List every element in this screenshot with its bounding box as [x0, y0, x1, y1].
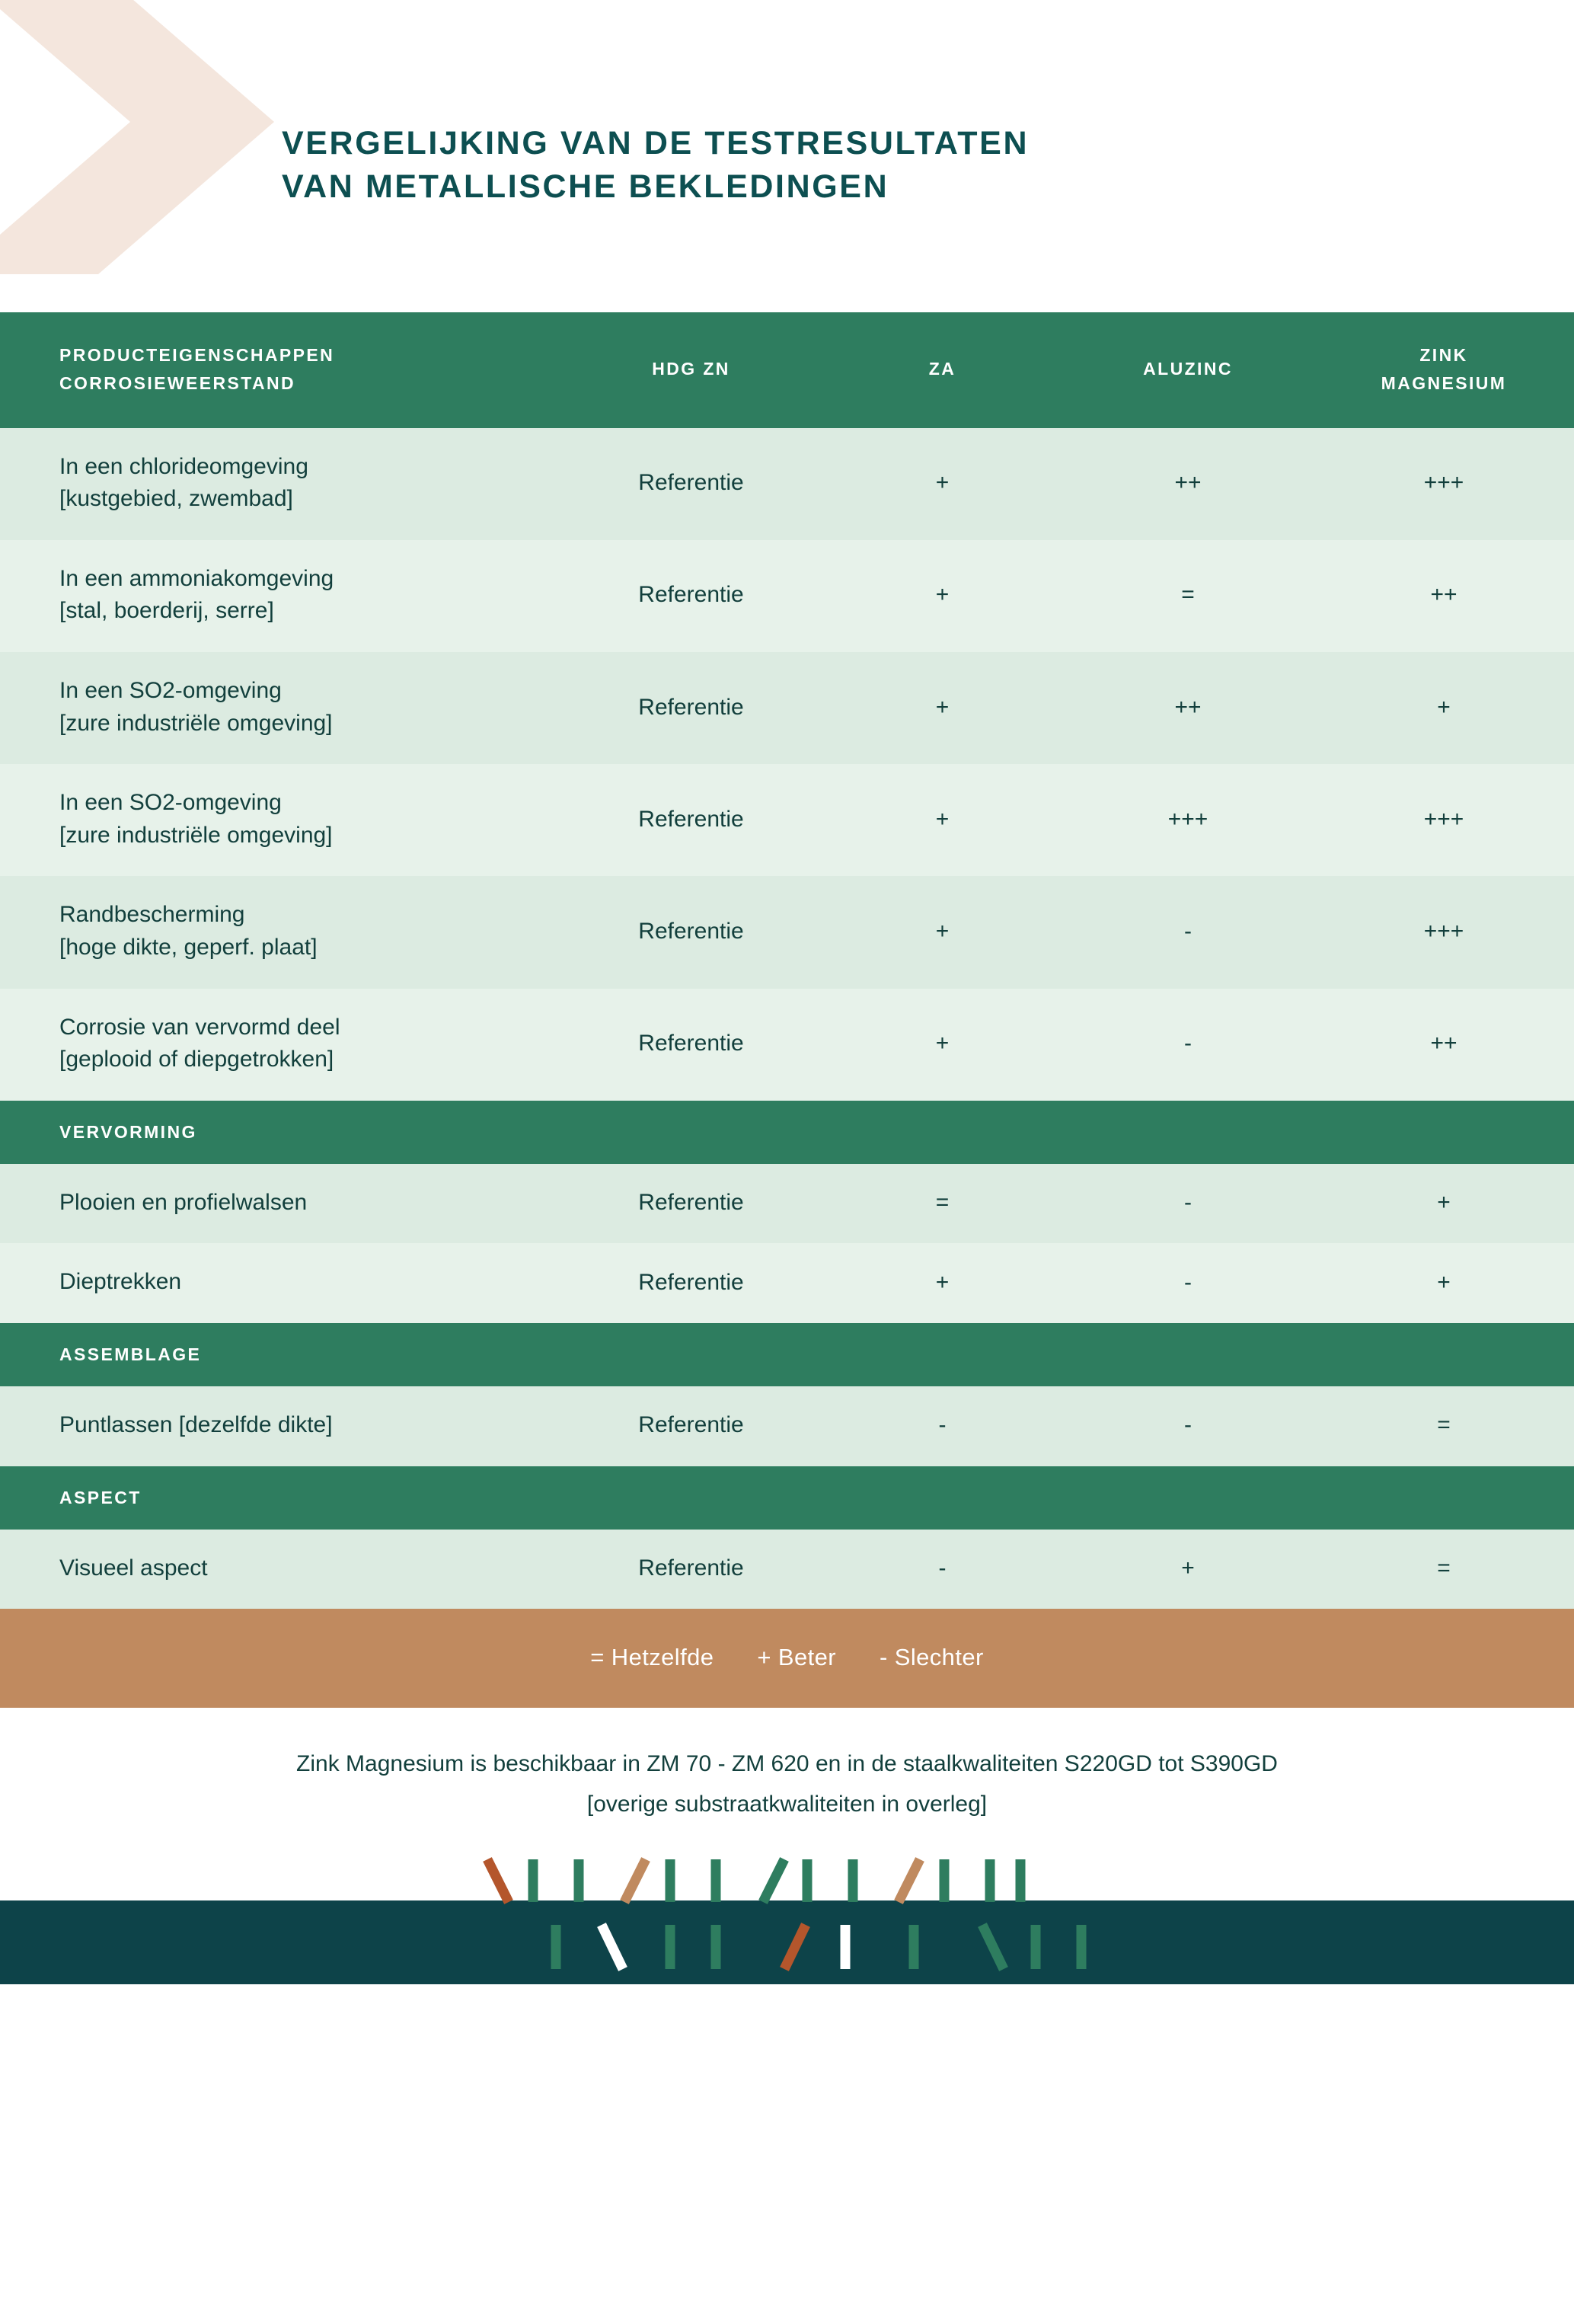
table-row — [0, 1530, 1574, 1610]
table-row — [0, 989, 1574, 1101]
cell-hdg-zn: Referentie — [560, 652, 822, 764]
section-header-label: ASPECT — [0, 1466, 1574, 1530]
cell-hdg-zn: Referentie — [560, 428, 822, 540]
column-header-properties — [0, 312, 560, 428]
cell-hdg-zn: Referentie — [560, 1386, 822, 1466]
row-label-line-2: [kustgebied, zwembad] — [59, 486, 293, 512]
cell-za: - — [822, 1530, 1062, 1610]
column-header-aluzinc: ALUZINC — [1062, 312, 1314, 428]
column-header-properties-line-1: PRODUCTEIGENSCHAPPEN — [59, 345, 335, 365]
cell-zink-magnesium: +++ — [1314, 428, 1574, 540]
section-header-vervorming — [0, 1101, 1574, 1164]
cell-aluzinc: - — [1062, 1386, 1314, 1466]
cell-aluzinc: - — [1062, 876, 1314, 988]
row-label-line-1: In een SO2-omgeving — [59, 790, 282, 816]
cell-zink-magnesium: = — [1314, 1530, 1574, 1610]
page-footer — [0, 1855, 1574, 1984]
legend-item-same: = Hetzelfde — [590, 1644, 714, 1671]
cell-zink-magnesium: +++ — [1314, 764, 1574, 876]
cell-aluzinc: ++ — [1062, 652, 1314, 764]
cell-hdg-zn: Referentie — [560, 1243, 822, 1323]
row-label-line-2: [zure industriële omgeving] — [59, 822, 333, 848]
column-header-hdg-zn: HDG ZN — [560, 312, 822, 428]
table-row — [0, 764, 1574, 876]
row-label — [0, 764, 560, 876]
cell-zink-magnesium: ++ — [1314, 540, 1574, 652]
table-row — [0, 1243, 1574, 1323]
row-label-line-2: [hoge dikte, geperf. plaat] — [59, 934, 318, 960]
table-row — [0, 652, 1574, 764]
cell-aluzinc: - — [1062, 1243, 1314, 1323]
cell-za: + — [822, 428, 1062, 540]
cell-aluzinc: ++ — [1062, 428, 1314, 540]
section-header-assemblage — [0, 1323, 1574, 1386]
cell-za: + — [822, 764, 1062, 876]
cell-hdg-zn: Referentie — [560, 540, 822, 652]
table-row — [0, 876, 1574, 988]
footnote — [0, 1708, 1574, 1855]
page-title-line-1: VERGELIJKING VAN DE TESTRESULTATEN — [282, 125, 1030, 161]
footnote-line-1: Zink Magnesium is beschikbaar in ZM 70 - ZM 620 en in de staalkwaliteiten S220GD tot S390GD — [296, 1751, 1278, 1777]
cell-aluzinc: - — [1062, 1164, 1314, 1244]
column-header-properties-line-2: CORROSIEWEERSTAND — [59, 372, 295, 393]
row-label — [0, 1386, 560, 1466]
cell-aluzinc: + — [1062, 1530, 1314, 1610]
row-label-line-1: In een SO2-omgeving — [59, 677, 282, 703]
cell-za: = — [822, 1164, 1062, 1244]
cell-hdg-zn: Referentie — [560, 1530, 822, 1610]
row-label-line-1: Dieptrekken — [59, 1269, 182, 1295]
cell-zink-magnesium: ++ — [1314, 989, 1574, 1101]
cell-za: - — [822, 1386, 1062, 1466]
comparison-table — [0, 312, 1574, 1609]
cell-hdg-zn: Referentie — [560, 989, 822, 1101]
column-header-zink-magnesium-line-1: ZINK — [1419, 345, 1468, 365]
cell-za: + — [822, 1243, 1062, 1323]
section-header-label: ASSEMBLAGE — [0, 1323, 1574, 1386]
page-header — [0, 0, 1574, 312]
cell-aluzinc: +++ — [1062, 764, 1314, 876]
cell-zink-magnesium: + — [1314, 652, 1574, 764]
column-header-zink-magnesium-line-2: MAGNESIUM — [1381, 372, 1507, 393]
legend-bar — [0, 1609, 1574, 1708]
row-label — [0, 1530, 560, 1610]
row-label — [0, 876, 560, 988]
page-title — [282, 122, 1029, 209]
row-label-line-1: In een chlorideomgeving — [59, 453, 308, 479]
row-label — [0, 428, 560, 540]
row-label-line-1: Corrosie van vervormd deel — [59, 1014, 340, 1040]
cell-aluzinc: = — [1062, 540, 1314, 652]
table-row — [0, 1164, 1574, 1244]
row-label-line-2: [geplooid of diepgetrokken] — [59, 1047, 334, 1072]
table-row — [0, 540, 1574, 652]
legend-item-worse: - Slechter — [880, 1644, 984, 1671]
cell-zink-magnesium: = — [1314, 1386, 1574, 1466]
cell-za: + — [822, 989, 1062, 1101]
cell-hdg-zn: Referentie — [560, 876, 822, 988]
cell-zink-magnesium: + — [1314, 1164, 1574, 1244]
row-label-line-1: Visueel aspect — [59, 1555, 208, 1581]
section-header-label: VERVORMING — [0, 1101, 1574, 1164]
chevron-decoration-icon — [0, 0, 274, 274]
cell-aluzinc: - — [1062, 989, 1314, 1101]
page-title-line-2: VAN METALLISCHE BEKLEDINGEN — [282, 168, 889, 206]
column-header-za: ZA — [822, 312, 1062, 428]
row-label-line-1: Randbescherming — [59, 902, 245, 928]
row-label-line-1: In een ammoniakomgeving — [59, 565, 334, 591]
cell-za: + — [822, 540, 1062, 652]
cell-hdg-zn: Referentie — [560, 764, 822, 876]
row-label-line-2: [zure industriële omgeving] — [59, 710, 333, 736]
cell-zink-magnesium: +++ — [1314, 876, 1574, 988]
row-label — [0, 989, 560, 1101]
section-header-aspect — [0, 1466, 1574, 1530]
footer-pattern-icon — [0, 1855, 1574, 1984]
row-label — [0, 1243, 560, 1323]
row-label-line-1: Plooien en profielwalsen — [59, 1189, 308, 1215]
legend-item-better: + Beter — [757, 1644, 837, 1671]
row-label — [0, 540, 560, 652]
table-row — [0, 1386, 1574, 1466]
cell-zink-magnesium: + — [1314, 1243, 1574, 1323]
cell-za: + — [822, 652, 1062, 764]
table-row — [0, 428, 1574, 540]
column-header-zink-magnesium — [1314, 312, 1574, 428]
cell-za: + — [822, 876, 1062, 988]
cell-hdg-zn: Referentie — [560, 1164, 822, 1244]
footnote-line-2: [overige substraatkwaliteiten in overleg] — [586, 1791, 988, 1817]
row-label — [0, 1164, 560, 1244]
table-header-row — [0, 312, 1574, 428]
row-label-line-2: [stal, boerderij, serre] — [59, 598, 274, 624]
row-label — [0, 652, 560, 764]
row-label-line-1: Puntlassen [dezelfde dikte] — [59, 1411, 333, 1437]
